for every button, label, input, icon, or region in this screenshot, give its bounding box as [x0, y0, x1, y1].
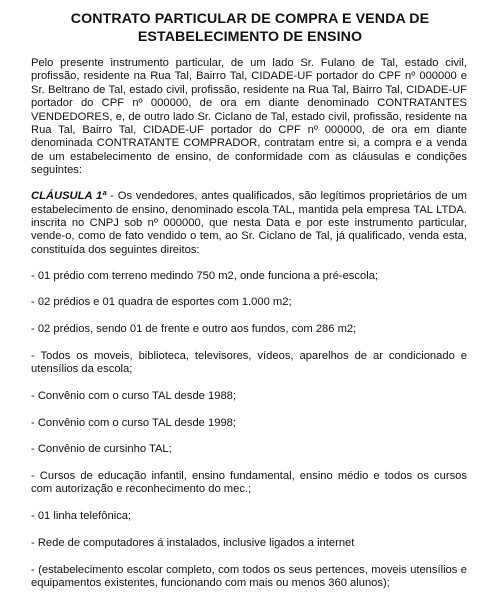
list-item: - 01 prédio com terreno medindo 750 m2, onde funciona a pré-escola; — [31, 269, 379, 282]
list-item: - (estabelecimento escolar completo, com todos os seus pertences, moveis utensílios e equipamentos existentes, funcionando com mais ou menos 360 alunos); — [31, 563, 467, 589]
list-item: - Cursos de educação infantil, ensino fundamental, ensino médio e todos os cursos com autorização e reconhecimento do mec.; — [31, 470, 467, 496]
clause-1-paragraph — [31, 190, 467, 257]
list-item: - 01 linha telefônica; — [31, 510, 132, 523]
title-line-1: CONTRATO PARTICULAR DE COMPRA E VENDA DE — [70, 11, 430, 27]
list-item: - 02 prédios e 01 quadra de esportes com 1.000 m2; — [31, 296, 292, 309]
document-title — [0, 10, 500, 46]
clause-1-text: - Os vendedores, antes qualificados, são legítimos proprietários de um estabelecimento de ensino, denominado escola TAL, mantida pela empresa TAL LTDA. inscrita no CNPJ sob nº 000000, que nesta Data e por este instrumento particular, vende-o, como de fato vendido o tem, ao Sr. Ciclano de Tal, já qualificado, venda esta, constituída dos seguintes direitos: — [31, 190, 467, 256]
list-item: - 02 prédios, sendo 01 de frente e outro aos fundos, com 286 m2; — [31, 323, 357, 336]
list-item: - Convênio de cursinho TAL; — [31, 443, 172, 456]
document-body — [31, 57, 467, 604]
list-item: - Convênio com o curso TAL desde 1998; — [31, 416, 237, 429]
list-item: - Convênio com o curso TAL desde 1988; — [31, 389, 237, 402]
intro-paragraph: Pelo presente instrumento particular, de um lado Sr. Fulano de Tal, estado civil, profissão, residente na Rua Tal, Bairro Tal, CIDADE-UF portador do CPF nº 000000 e Sr. Beltrano de Tal, estado civil, profissão, residente na Rua Tal, Bairro Tal, CIDADE-UF portador do CPF nº 000000, de ora em diante denominado CONTRATANTES VENDEDORES, e, de outro lado Sr. Ciclano de Tal, estado civil, profissão, residente na Rua Tal, Bairro Tal, CIDADE-UF portador do CPF nº 000000, de ora em diante denominada CONTRATANTE COMPRADOR, contratam entre si, a compra e a venda de um estabelecimento de ensino, de conformidade com as cláusulas e condições seguintes: — [31, 57, 467, 177]
list-item: - Todos os moveis, biblioteca, televisores, vídeos, aparelhos de ar condicionado e utensílios da escola; — [31, 349, 467, 376]
clause-1-heading: CLÁUSULA 1ª — [31, 190, 107, 203]
list-item: - Rede de computadores á instalados, inclusive ligados a internet — [31, 536, 355, 549]
title-line-2: ESTABELECIMENTO DE ENSINO — [137, 29, 363, 45]
